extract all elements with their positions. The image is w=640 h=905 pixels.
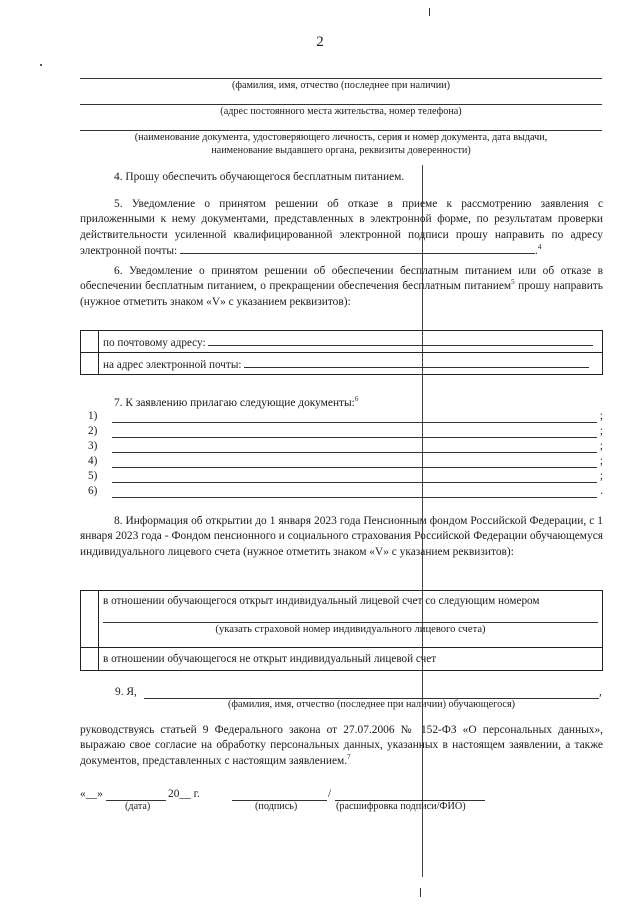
attachment-line-2[interactable]: 2) ; [88,425,603,437]
delivery-option-email[interactable] [81,353,603,375]
date-open: «__» [80,788,103,800]
postal-address-line[interactable] [208,335,593,346]
email-address-line[interactable] [244,357,589,368]
address-caption: (адрес постоянного места жительства, номер телефона) [220,106,462,117]
item-6: 6. Уведомление о принятом решении об обеспечении бесплатным питанием или об отказе в обеспечении бесплатным питанием, о прекращении обеспечения бесплатным питанием$^5$ прошу направить (нужное отметить знаком «V» с указанием реквизитов): [80,265,603,308]
email-field-line[interactable] [180,243,535,254]
scan-mark-bottom [420,888,421,897]
delivery-options-table [80,330,603,375]
account-option-opened[interactable] [81,591,603,648]
item-8: 8. Информация об открытии до 1 января 2023 года Пенсионным фондом Российской Федерации, с 1 января 2023 года - Фондом пенсионного и социального страхования Российской Федерации обучающемуся индивидуального лицевого счета (нужное отметить знаком «V» с указанием реквизитов): [80,515,603,558]
attachment-line-4[interactable]: 4) ; [88,455,603,467]
id-document-caption-2: наименование выдавшего органа, реквизиты доверенности) [211,145,471,156]
consent-text: руководствуясь статьей 9 Федерального закона от 27.07.2006 № 152-ФЗ «О персональных данных», выражаю свое согласие на обработку персональных данных, указанных в настоящем заявлении, а также документов, представленных с настоящим заявлением.$^7$ [80,724,603,767]
checkbox-postal[interactable] [81,331,99,353]
item-9-lead: 9. Я, [115,686,137,698]
signature-slash: / [328,788,332,800]
attachment-line-3[interactable]: 3) ; [88,440,603,452]
delivery-option-postal[interactable] [81,331,603,353]
decode-caption: (расшифровка подписи/ФИО) [336,801,466,812]
item-9-comma: , [599,686,602,698]
account-option-not-opened[interactable] [81,648,603,671]
attachment-line-1[interactable]: 1) ; [88,410,603,422]
item-5-text: 5. Уведомление о принятом решении об отказе в приеме к рассмотрению заявления с приложенными к нему документами, представленных в электронной форме, по результатам проверки действительности усиленной квалифицированной электронной подписи прошу направить по адресу электронной почты: [80,198,603,258]
attachment-line-5[interactable]: 5) ; [88,470,603,482]
scan-speck [40,64,42,66]
page-number: 2 [316,34,324,50]
snils-caption: (указать страховой номер индивидуального лицевого счета) [215,624,486,635]
checkbox-account-not-opened[interactable] [81,648,99,671]
account-not-opened-label[interactable]: в отношении обучающегося не открыт индивидуальный лицевой счет [99,648,603,671]
scan-mark-top [429,8,430,16]
date-year: 20__ г. [168,788,200,800]
item-7: 7. К заявлению прилагаю следующие документы:$^6$ [114,395,359,409]
item-4: 4. Прошу обеспечить обучающегося бесплатным питанием. [114,171,405,183]
id-document-caption-1: (наименование документа, удостоверяющего личность, серия и номер документа, дата выдачи, [134,132,548,143]
email-address-field[interactable]: на адрес электронной почты: [99,353,603,375]
attachment-line-6[interactable]: 6) . [88,485,603,497]
checkbox-account-opened[interactable] [81,591,99,648]
student-fio-caption: (фамилия, имя, отчество (последнее при наличии) обучающегося) [227,699,516,710]
fio-caption: (фамилия, имя, отчество (последнее при наличии) [231,80,451,91]
item-5: 5. Уведомление о принятом решении об отказе в приеме к рассмотрению заявления с приложенными к нему документами, представленных в электронной форме, по результатам проверки действительности усиленной квалифицированной электронной подписи прошу направить по адресу электронной почты: .$^4$ [80,198,603,258]
date-caption: (дата) [125,801,151,812]
postal-address-field[interactable]: по почтовому адресу: [99,331,603,353]
snils-line[interactable] [103,622,598,623]
checkbox-email[interactable] [81,353,99,375]
account-options-table [80,590,603,671]
sign-caption: (подпись) [255,801,298,812]
account-opened-field[interactable]: в отношении обучающегося открыт индивидуальный лицевой счет со следующим номером (указать страховой номер индивидуального лицевого счета) [99,591,603,648]
